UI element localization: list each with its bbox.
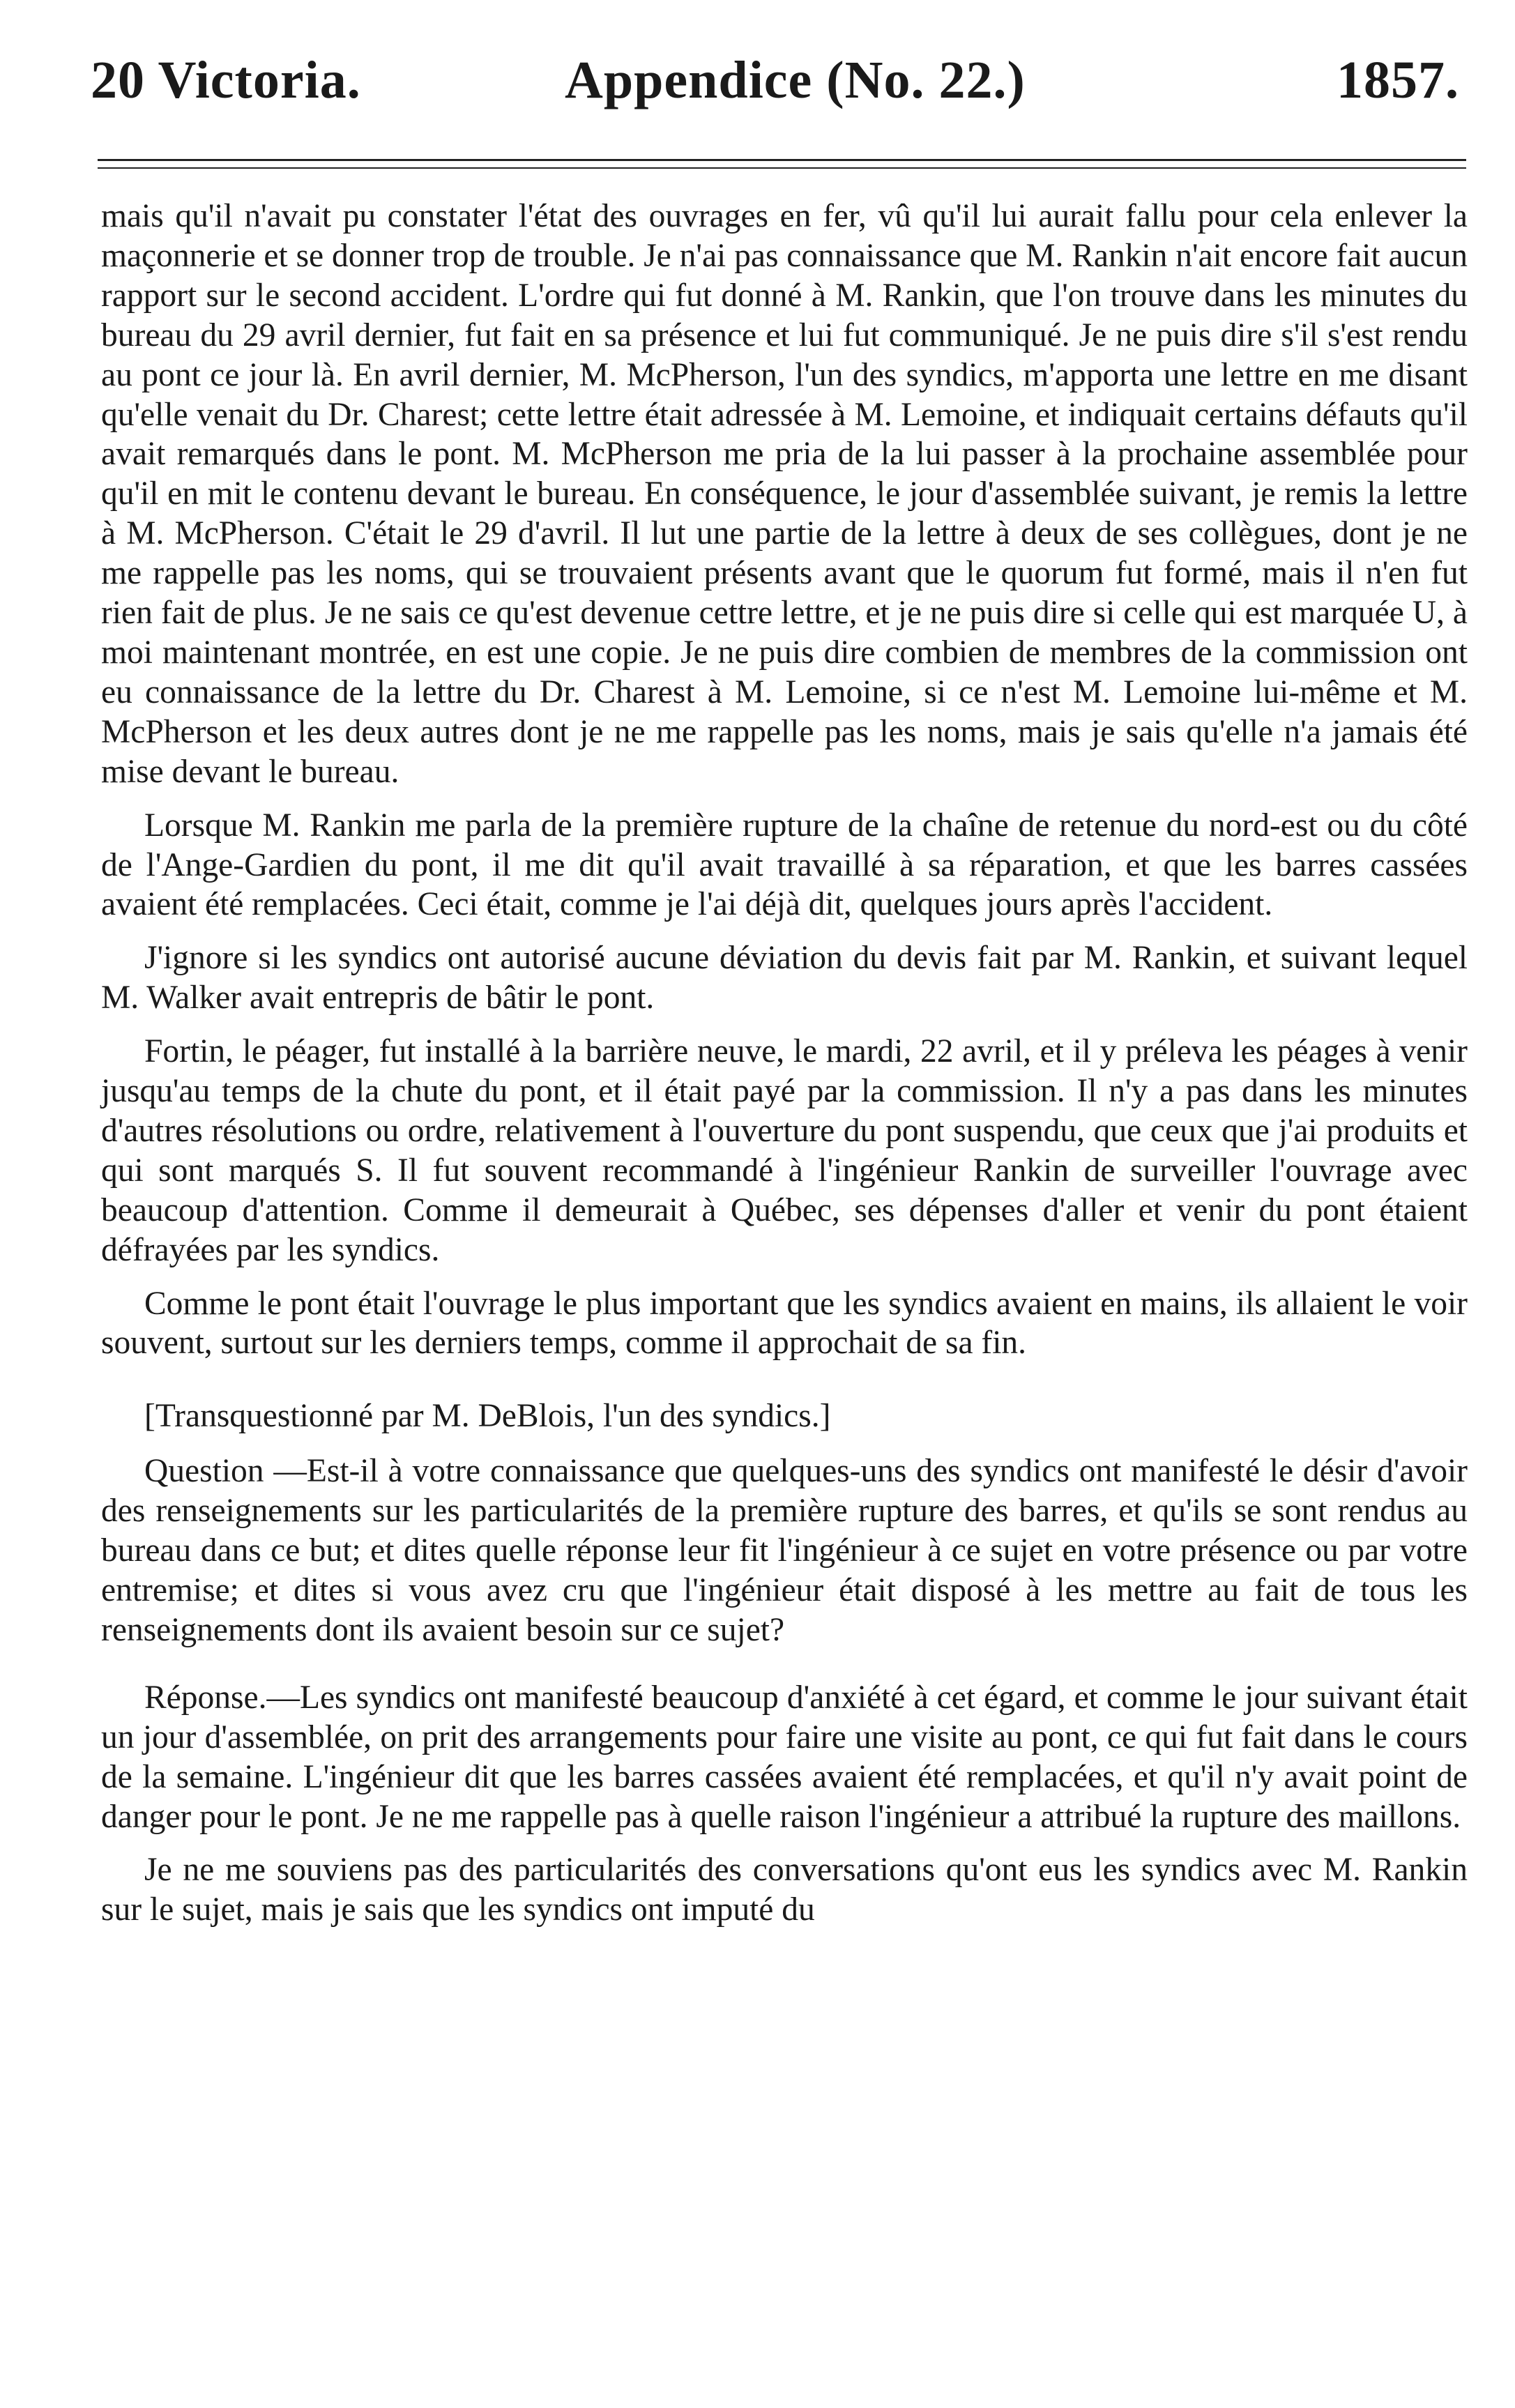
header-rule-bottom	[98, 167, 1466, 169]
paragraph: mais qu'il n'avait pu constater l'état des ouvrages en fer, vû qu'il lui aurait fallu pour cela enlever la maçonnerie et se donner trop de trouble. Je n'ai pas connaissance que M. Rankin n'ait encore fait aucun rapport sur le second accident. L'ordre qui fut donné à M. Rankin, que l'on trouve dans les minutes du bureau du 29 avril dernier, fut fait en sa présence et lui fut communiqué. Je ne puis dire s'il s'est rendu au pont ce jour là. En avril dernier, M. McPherson, l'un des syndics, m'apporta une lettre en me disant qu'elle venait du Dr. Charest; cette lettre était adressée à M. Lemoine, et indiquait certains défauts qu'il avait remarqués dans le pont. M. McPherson me pria de la lui passer à la prochaine assemblée pour qu'il en mit le contenu devant le bureau. En conséquence, le jour d'assemblée suivant, je remis la lettre à M. McPherson. C'était le 29 d'avril. Il lut une partie de la lettre à deux de ses collègues, dont je ne me rappelle pas les noms, qui se trouvaient présents avant que le quorum fut formé, mais il n'en fut rien fait de plus. Je ne sais ce qu'est devenue cettre lettre, et je ne puis dire si celle qui est marquée U, à moi maintenant montrée, en est une copie. Je ne puis dire combien de membres de la commission ont eu connaissance de la lettre du Dr. Charest à M. Lemoine, si ce n'est M. Lemoine lui-même et M. McPherson et les deux autres dont je ne me rappelle pas les noms, mais je sais qu'elle n'a jamais été mise devant le bureau.	[101, 198, 1468, 790]
header-appendix: Appendice (No. 22.)	[565, 51, 1026, 109]
paragraph: Lorsque M. Rankin me parla de la première rupture de la chaîne de retenue du nord-est ou du côté de l'Ange-Gardien du pont, il me dit qu'il avait travaillé à sa réparation, et que les barres cassées avaient été remplacées. Ceci était, comme je l'ai déjà dit, quelques jours après l'accident.	[101, 807, 1468, 923]
answer-paragraph: Réponse.—Les syndics ont manifesté beaucoup d'anxiété à cet égard, et comme le jour suivant était un jour d'assemblée, on prit des arrangements pour faire une visite au pont, ce qui fut fait dans le cours de la semaine. L'ingénieur dit que les barres cassées avaient été remplacées, et qu'il n'y avait point de danger pour le pont. Je ne me rappelle pas à quelle raison l'ingénieur a attribué la rupture des maillons.	[101, 1679, 1468, 1835]
paragraph: Fortin, le péager, fut installé à la barrière neuve, le mardi, 22 avril, et il y préleva les péages à venir jusqu'au temps de la chute du pont, et il était payé par la commission. Il n'y a pas dans les minutes d'autres résolutions ou ordre, relativement à l'ouverture du pont suspendu, que ceux que j'ai produits et qui sont marqués S. Il fut souvent recommandé à l'ingénieur Rankin de surveiller l'ouvrage avec beaucoup d'attention. Comme il demeurait à Québec, ses dépenses d'aller et venir du pont étaient défrayées par les syndics.	[101, 1033, 1468, 1268]
header-session: 20 Victoria.	[91, 51, 361, 109]
header-year: 1857.	[1337, 51, 1459, 109]
cross-examination-heading: [Transquestionné par M. DeBlois, l'un des syndics.]	[144, 1398, 831, 1435]
paragraph: J'ignore si les syndics ont autorisé aucune déviation du devis fait par M. Rankin, et suivant lequel M. Walker avait entrepris de bâtir le pont.	[101, 940, 1468, 1016]
body-text	[101, 197, 1468, 1944]
running-header	[91, 50, 1459, 127]
paragraph: Je ne me souviens pas des particularités des conversations qu'ont eus les syndics avec M. Rankin sur le sujet, mais je sais que les syndics ont imputé du	[101, 1852, 1468, 1928]
header-rule-top	[98, 159, 1466, 161]
question-paragraph: Question —Est-il à votre connaissance que quelques-uns des syndics ont manifesté le désir d'avoir des renseignements sur les particularités de la première rupture des barres, et qu'ils se sont rendus au bureau dans ce but; et dites quelle réponse leur fit l'ingénieur à ce sujet en votre présence ou par votre entremise; et dites si vous avez cru que l'ingénieur était disposé à les mettre au fait de tous les renseignements dont ils avaient besoin sur ce sujet?	[101, 1453, 1468, 1648]
paragraph: Comme le pont était l'ouvrage le plus important que les syndics avaient en mains, ils allaient le voir souvent, surtout sur les derniers temps, comme il approchait de sa fin.	[101, 1285, 1468, 1362]
